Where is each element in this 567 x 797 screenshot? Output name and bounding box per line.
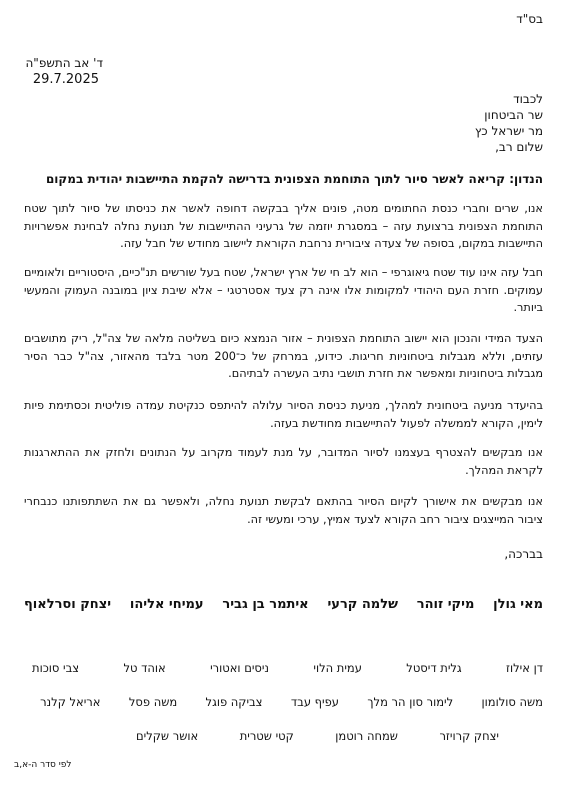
signer-name: צביקה פוגל <box>205 695 263 709</box>
signer-name: משה סולומון <box>481 695 543 709</box>
signer-name: מיקי זוהר <box>416 597 475 612</box>
paragraph: אנו, שרים וחברי כנסת החתומים מטה, פונים אליך בבקשה דחופה לאשר את כניסתו של סיור לתוך שטח התוחמת הצפונית ברצועת עזה – במסגרת יוזמה של גרעיני ההתיישבות של תנועת נחלה לבחינת אפשרויות התיישבות במקום, בסופה של צעדה ציבורית נרחבת הקוראת ליישוב מחודש של חבל עזה. <box>24 202 543 250</box>
signer-name: קטי שטרית <box>239 729 294 743</box>
hebrew-date: ד' אב התשפ"ה <box>25 56 103 70</box>
addressee-line: שר הביטחון <box>484 108 543 122</box>
signer-name: עפיף עבד <box>290 695 339 709</box>
addressee-line: שלום רב, <box>495 140 543 154</box>
paragraph: בהיעדר מניעה ביטחונית למהלך, מניעת כניסת הסיור עלולה להיתפס כנקיטת עמדה פוליטית וכסתימת פיות לימין, הקורא לממשלה לפעול להתיישבות מחודשת בעזה. <box>24 399 543 430</box>
signer-name: צבי סוכות <box>32 661 80 675</box>
addressee-line: לכבוד <box>513 92 543 106</box>
signer-name: גלית דיסטל <box>406 661 462 675</box>
signer-name: אושר שקלים <box>136 729 199 743</box>
signer-name: שלמה קרעי <box>327 597 398 612</box>
signer-name: אריאל קלנר <box>40 695 101 709</box>
signer-name: יצחק וסרלאוף <box>24 597 112 612</box>
gregorian-date: 29.7.2025 <box>32 72 99 87</box>
signer-name: עמית הלוי <box>313 661 362 675</box>
signer-name: יצחק קרויזר <box>439 729 499 743</box>
addressee-line: מר ישראל כץ <box>474 124 543 138</box>
signer-name: ניסים ואטורי <box>210 661 270 675</box>
signer-name: שמחה רוטמן <box>335 729 398 743</box>
main-signers-row <box>24 597 543 612</box>
signers-row <box>40 695 543 709</box>
signer-name: לימור סון הר מלך <box>367 695 454 709</box>
paragraph: חבל עזה אינו עוד שטח גיאוגרפי – הוא לב חי של ארץ ישראל, שטח בעל שורשים תנ"כיים, היסטוריים ולאומיים עמוקים. חזרת העם היהודי למקומות אלו אינה רק צעד אסטרטגי – אלא שיבת ציון במובנה העמוק והמעשי ביותר. <box>24 266 543 314</box>
signer-name: אוהד טל <box>123 661 166 675</box>
order-note: לפי סדר ה-א,ב <box>14 760 72 770</box>
subject-line: הנדון: קריאה לאשר סיור לתוך התוחמת הצפונית בדרישה להקמת התיישבות יהודית במקום <box>45 172 543 186</box>
paragraph: אנו מבקשים להצטרף בעצמנו לסיור המדובר, על מנת לעמוד מקרוב על הנתונים ולחזק את ההתארגנות לקראת המהלך. <box>24 446 543 477</box>
paragraph: אנו מבקשים את אישורך לקיום הסיור בהתאם לבקשת תנועת נחלה, ולאפשר גם את השתתפותנו כנבחרי ציבור המייצגים ציבור רחב הקורא לצעד אמיץ, ערכי ומעשי זה. <box>24 495 543 526</box>
closing-greeting: בברכה, <box>504 547 543 561</box>
signers-row <box>32 661 543 675</box>
signer-name: משה פסל <box>128 695 178 709</box>
signers-row <box>136 729 499 743</box>
bsd-mark: בס"ד <box>516 12 543 26</box>
paragraph: הצעד המידי והנכון הוא יישוב התוחמת הצפונית – אזור הנמצא כיום בשליטה מלאה של צה"ל, ריק מתושבים עזתים, וללא מגבלות ביטחוניות חריגות. כידוע, במרחק של כ־200 מטר בלבד מהאזור, צה"ל כבר הסיר מגבלות ביטחוניות ומאפשר את חזרת תושבי נתיב העשרה לבתיהם. <box>24 332 543 380</box>
signer-name: דן אילוז <box>506 661 543 675</box>
signer-name: מאי גולן <box>493 597 543 612</box>
signer-name: עמיחי אליהו <box>129 597 204 612</box>
signer-name: איתמר בן גביר <box>222 597 309 612</box>
